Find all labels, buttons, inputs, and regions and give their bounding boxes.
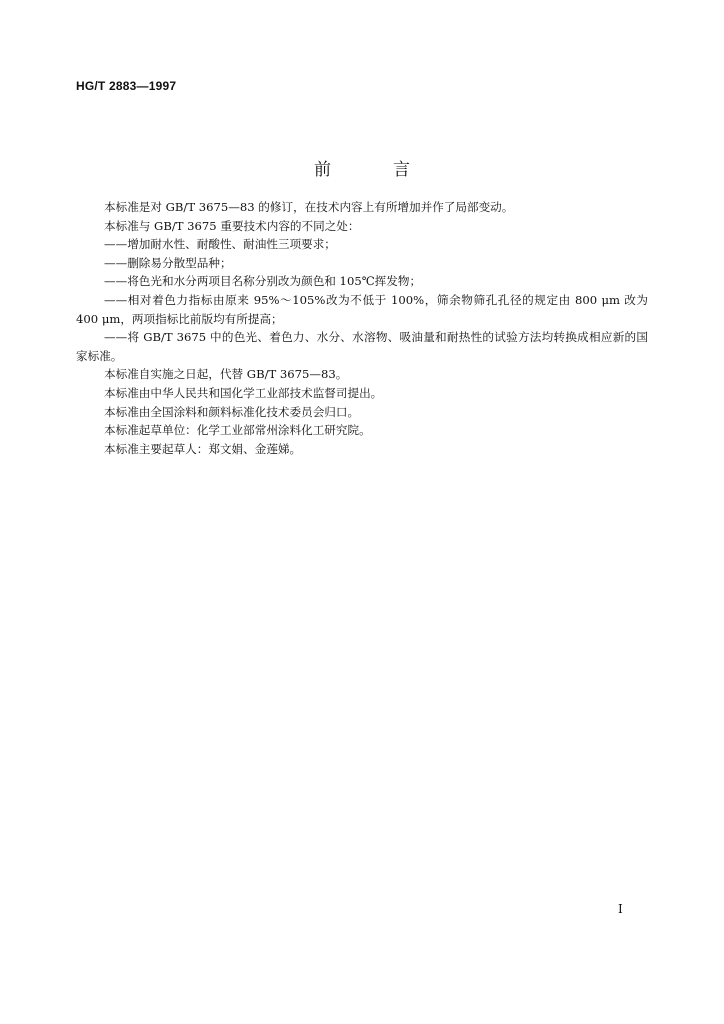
paragraph-differences-intro: 本标准与 GB/T 3675 重要技术内容的不同之处：	[104, 218, 360, 233]
page-number: I	[618, 902, 623, 916]
paragraph-test-methods: ——将 GB/T 3675 中的色光、着色力、水分、水溶物、吸油量和耐热性的试验方法均转换成相应新的国家标准。	[76, 330, 648, 363]
standard-code: HG/T 2883—1997	[76, 79, 177, 93]
paragraph-replacement: 本标准自实施之日起，代替 GB/T 3675—83。	[104, 367, 348, 382]
foreword-body	[76, 198, 648, 458]
paragraph-drafting-unit: 本标准起草单位：化学工业部常州涂料化工研究院。	[104, 423, 371, 438]
paragraph-centralized-by: 本标准由全国涂料和颜料标准化技术委员会归口。	[104, 404, 360, 419]
paragraph-revision-note: 本标准是对 GB/T 3675—83 的修订，在技术内容上有所增加并作了局部变动。	[104, 200, 514, 214]
paragraph-proposed-by: 本标准由中华人民共和国化学工业部技术监督司提出。	[104, 385, 383, 400]
paragraph-renamed-items: ——将色光和水分两项目名称分别改为颜色和 105℃挥发物；	[104, 274, 422, 289]
paragraph-removed-variety: ——删除易分散型品种；	[104, 255, 232, 270]
paragraph-drafters: 本标准主要起草人：郑文娟、金莲娣。	[104, 441, 302, 456]
paragraph-added-requirements: ——增加耐水性、耐酸性、耐油性三项要求；	[104, 237, 336, 252]
page-title	[0, 155, 724, 180]
paragraph-tinting-strength-change: ——相对着色力指标由原来 95%～105%改为不低于 100%，筛余物筛孔孔径的规定由 800 μm 改为 400 μm，两项指标比前版均有所提高；	[76, 292, 648, 326]
title-char-second: 言	[393, 160, 410, 180]
title-char-first: 前	[314, 160, 331, 180]
